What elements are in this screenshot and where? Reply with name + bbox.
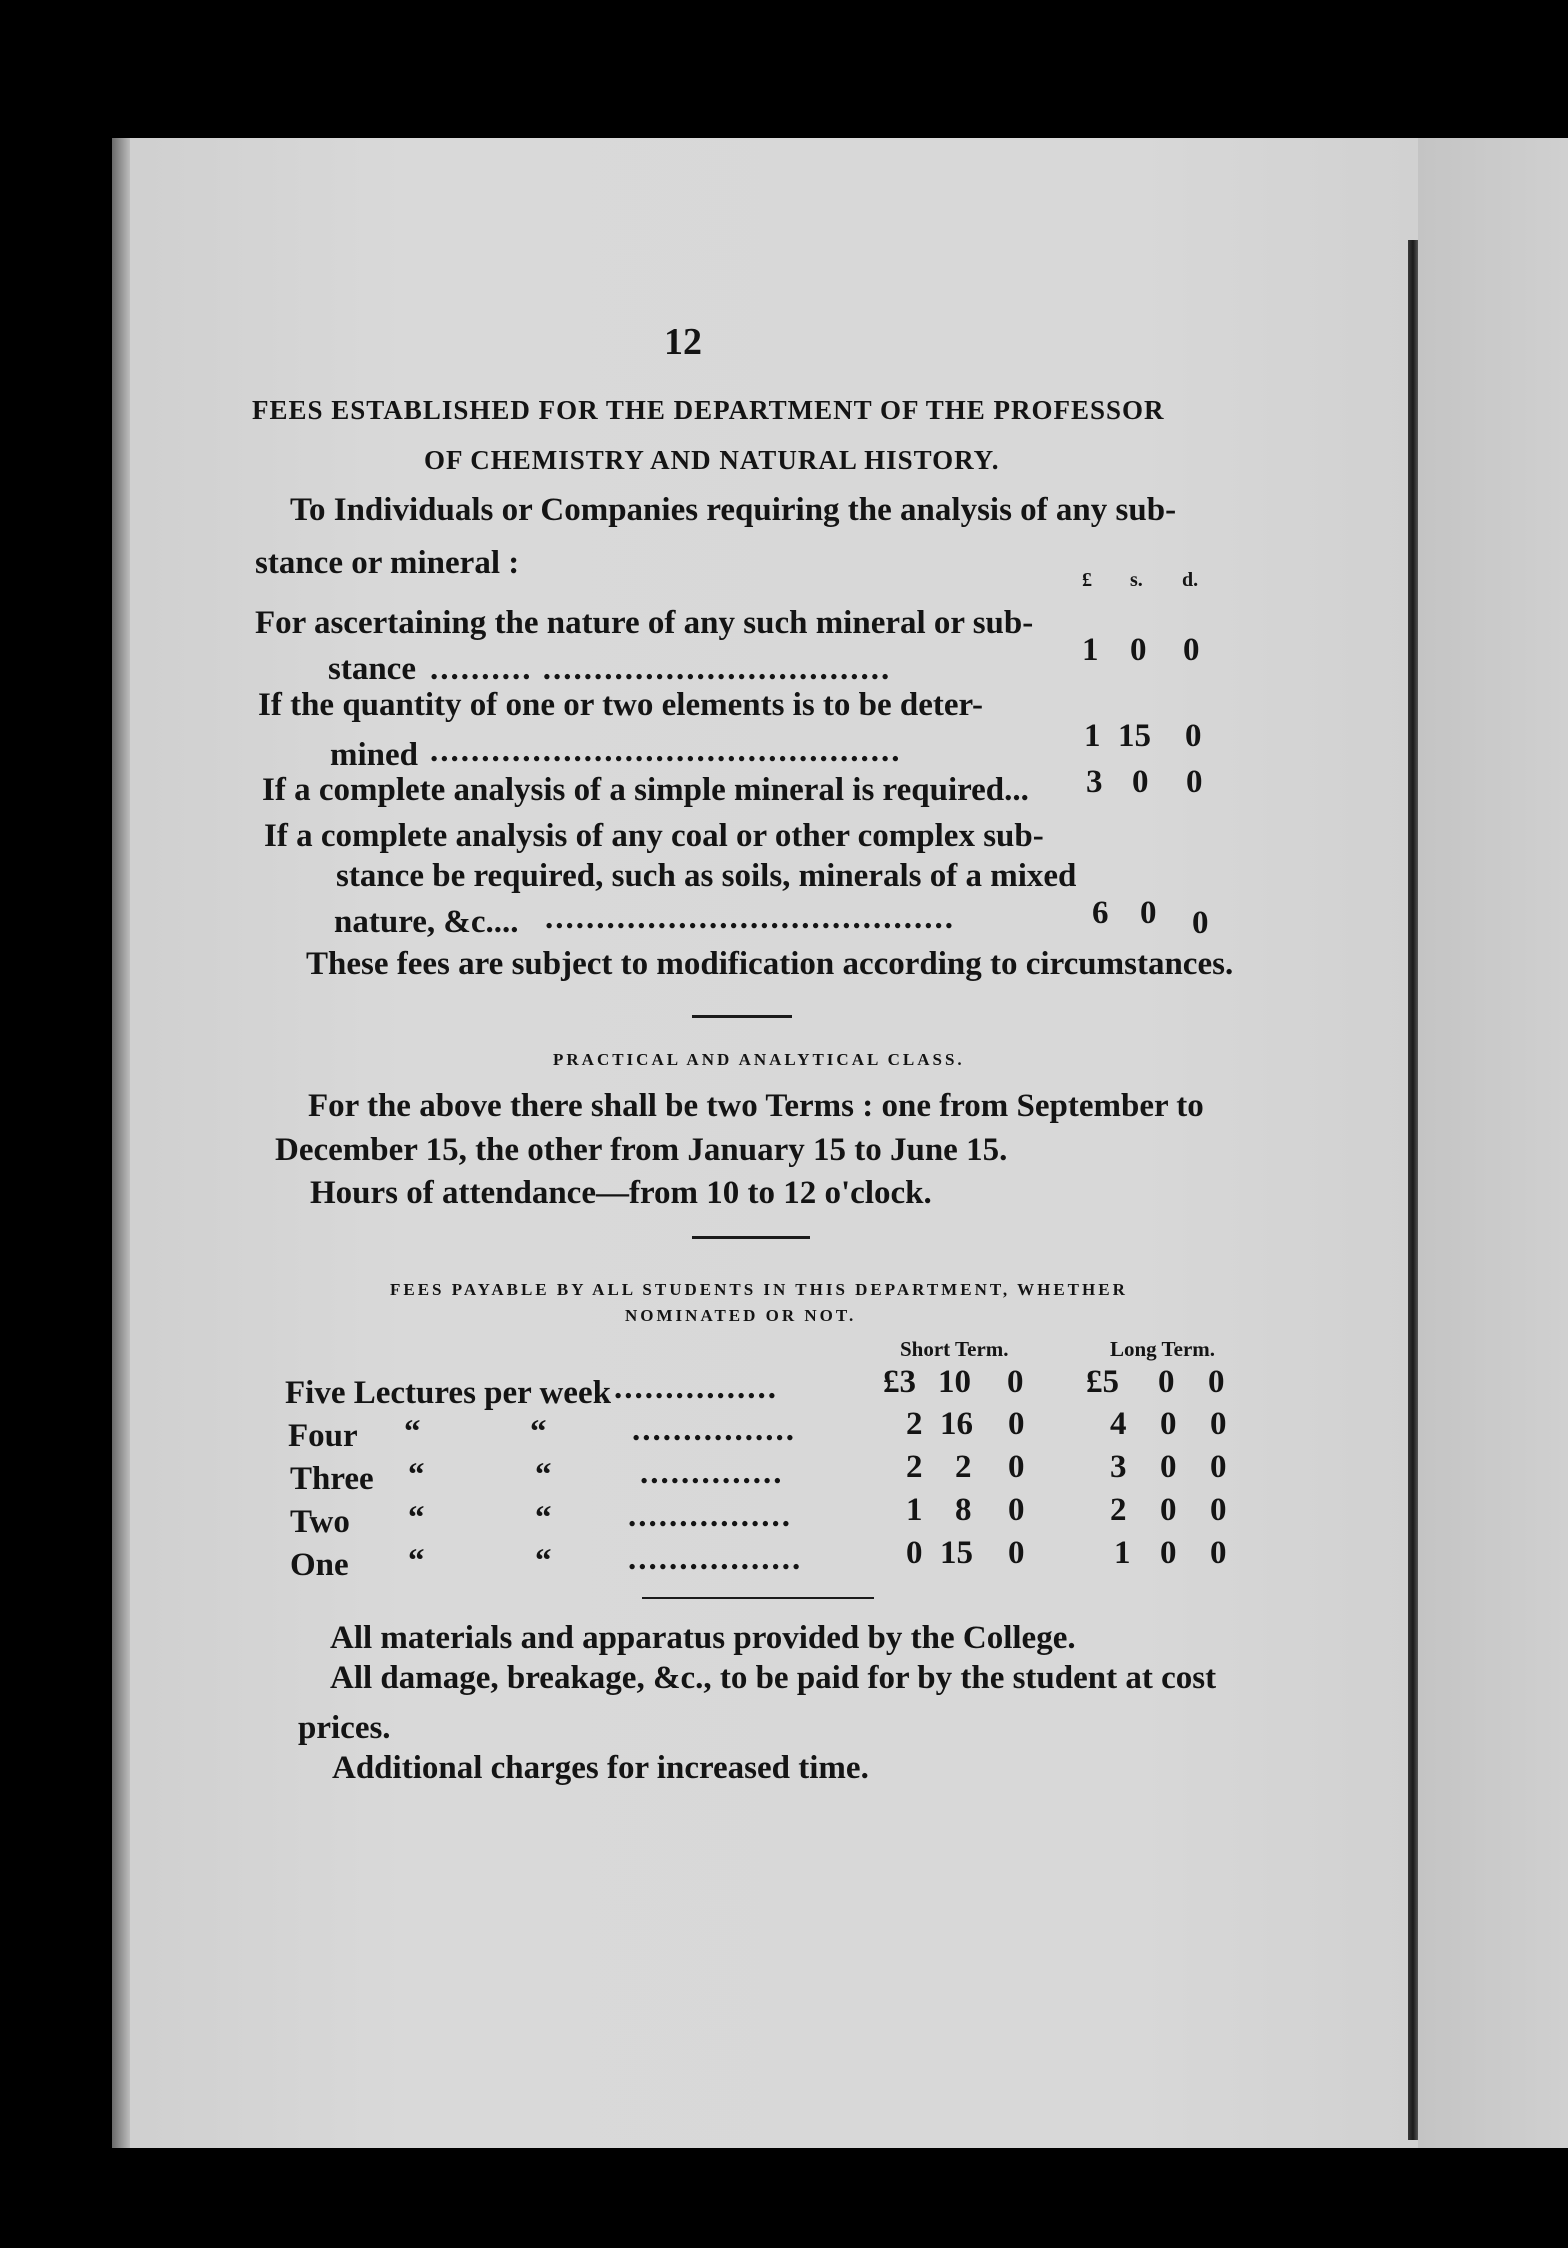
title-line-2: OF CHEMISTRY AND NATURAL HISTORY. (424, 445, 1000, 475)
page-number: 12 (664, 321, 702, 363)
short-term-pounds: 0 (906, 1535, 923, 1571)
long-term-shillings: 0 (1160, 1449, 1177, 1485)
intro-line-1: To Individuals or Companies requiring the analysis of any sub- (290, 492, 1177, 528)
short-term-shillings: 15 (940, 1535, 973, 1571)
fee-item-2-leader: .............................................. (430, 733, 902, 769)
fee-item-4-line-2: stance be required, such as soils, minerals of a mixed (336, 858, 1077, 894)
fee-item-1-shillings: 0 (1130, 632, 1147, 668)
short-term-shillings: 8 (955, 1492, 972, 1528)
fee-item-1-line-1: For ascertaining the nature of any such mineral or sub- (255, 605, 1034, 641)
fee-item-1-leader: .......... .................................. (430, 651, 892, 687)
fee-row-label: Three (290, 1461, 374, 1497)
fee-item-2-line-2: mined (330, 737, 419, 773)
long-term-shillings: 0 (1158, 1364, 1175, 1400)
short-term-pence: 0 (1007, 1364, 1024, 1400)
section-divider-1 (692, 1015, 792, 1018)
fees-modification-note: These fees are subject to modification according to circumstances. (306, 946, 1234, 982)
practical-line-1: For the above there shall be two Terms : one from September to (308, 1088, 1204, 1124)
fee-item-4-line-1: If a complete analysis of any coal or other complex sub- (264, 818, 1044, 854)
short-term-shillings: 10 (938, 1364, 971, 1400)
fee-row-leader: .............. (640, 1455, 784, 1491)
additional-charges-note: Additional charges for increased time. (332, 1750, 869, 1786)
ditto-mark: “ (535, 1457, 552, 1493)
table-divider (642, 1597, 874, 1599)
short-term-pence: 0 (1008, 1449, 1025, 1485)
ditto-mark: “ (408, 1543, 425, 1579)
long-term-pounds: £5 (1086, 1364, 1119, 1400)
fee-item-1-pounds: 1 (1082, 632, 1099, 668)
intro-line-2: stance or mineral : (255, 545, 520, 581)
fee-item-4-line-3: nature, &c.... (334, 904, 519, 940)
long-term-heading: Long Term. (1110, 1337, 1216, 1361)
short-term-pounds: £3 (883, 1364, 916, 1400)
section-divider-2 (692, 1236, 810, 1239)
short-term-pence: 0 (1008, 1406, 1025, 1442)
short-term-shillings: 2 (955, 1449, 972, 1485)
practical-class-heading: PRACTICAL AND ANALYTICAL CLASS. (553, 1050, 965, 1069)
fee-item-3-pounds: 3 (1086, 764, 1103, 800)
fee-row-label: Two (290, 1504, 350, 1540)
long-term-pounds: 3 (1110, 1449, 1127, 1485)
long-term-pounds: 1 (1114, 1535, 1131, 1571)
fee-row-leader: ................ (632, 1412, 796, 1448)
long-term-pence: 0 (1208, 1364, 1225, 1400)
ditto-mark: “ (404, 1414, 421, 1450)
materials-note: All materials and apparatus provided by the College. (330, 1620, 1076, 1656)
fee-row-label: Four (288, 1418, 358, 1454)
fee-item-1-pence: 0 (1183, 632, 1200, 668)
short-term-pence: 0 (1008, 1492, 1025, 1528)
short-term-pounds: 1 (906, 1492, 923, 1528)
fee-row-leader: ................ (628, 1498, 792, 1534)
damage-note-cont: prices. (298, 1710, 391, 1746)
fee-item-3-pence: 0 (1186, 764, 1203, 800)
fee-row-label: One (290, 1547, 349, 1583)
fee-item-1-line-2: stance (328, 651, 416, 687)
long-term-pounds: 4 (1110, 1406, 1127, 1442)
ditto-mark: “ (535, 1543, 552, 1579)
long-term-shillings: 0 (1160, 1535, 1177, 1571)
fees-heading-line-1: FEES PAYABLE BY ALL STUDENTS IN THIS DEPARTMENT, WHETHER (390, 1280, 1128, 1299)
practical-line-2: December 15, the other from January 15 to June 15. (275, 1132, 1008, 1168)
fee-item-2-shillings: 15 (1118, 718, 1151, 754)
fee-row-leader: ................ (614, 1370, 778, 1406)
fee-item-4-leader: ........................................ (545, 900, 955, 936)
fee-item-3-line-1: If a complete analysis of a simple mineral is required... (262, 772, 1029, 808)
long-term-pence: 0 (1210, 1492, 1227, 1528)
col-pounds-label: £ (1082, 569, 1092, 591)
ditto-mark: “ (530, 1414, 547, 1450)
fee-item-2-pence: 0 (1185, 718, 1202, 754)
short-term-pounds: 2 (906, 1406, 923, 1442)
fee-row-label: Five Lectures per week (285, 1375, 611, 1411)
ditto-mark: “ (408, 1500, 425, 1536)
fee-item-4-pounds: 6 (1092, 895, 1109, 931)
fee-item-3-shillings: 0 (1132, 764, 1149, 800)
long-term-shillings: 0 (1160, 1406, 1177, 1442)
title-line-1: FEES ESTABLISHED FOR THE DEPARTMENT OF THE PROFESSOR (252, 395, 1165, 425)
long-term-pence: 0 (1210, 1449, 1227, 1485)
short-term-heading: Short Term. (900, 1337, 1009, 1361)
fee-row-leader: ................. (628, 1541, 803, 1577)
ditto-mark: “ (408, 1457, 425, 1493)
fee-item-2-line-1: If the quantity of one or two elements is to be deter- (258, 687, 983, 723)
long-term-pounds: 2 (1110, 1492, 1127, 1528)
col-pence-label: d. (1182, 569, 1199, 591)
fee-item-4-pence: 0 (1192, 905, 1209, 941)
long-term-shillings: 0 (1160, 1492, 1177, 1528)
short-term-pounds: 2 (906, 1449, 923, 1485)
ditto-mark: “ (535, 1500, 552, 1536)
long-term-pence: 0 (1210, 1406, 1227, 1442)
short-term-pence: 0 (1008, 1535, 1025, 1571)
short-term-shillings: 16 (940, 1406, 973, 1442)
practical-hours: Hours of attendance—from 10 to 12 o'clock. (310, 1175, 932, 1211)
col-shillings-label: s. (1130, 569, 1143, 591)
fee-item-2-pounds: 1 (1084, 718, 1101, 754)
fee-item-4-shillings: 0 (1140, 895, 1157, 931)
long-term-pence: 0 (1210, 1535, 1227, 1571)
damage-note: All damage, breakage, &c., to be paid for by the student at cost (330, 1660, 1217, 1696)
fees-heading-line-2: NOMINATED OR NOT. (625, 1306, 857, 1325)
